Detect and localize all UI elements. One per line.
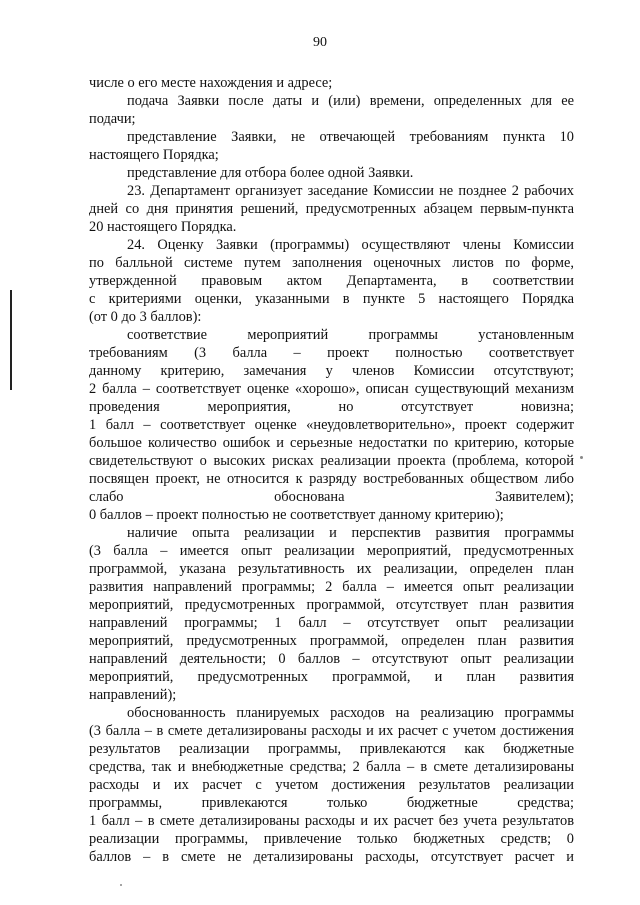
text-line: настоящего Порядка; <box>89 147 219 163</box>
text-line: реализации программы, привлечение только бюджетных средств; 0 <box>89 831 574 847</box>
text-line: свидетельствуют о высоких рисках реализации проекта (проблема, которой <box>89 453 574 469</box>
text-line: 1 балл – соответствует оценке «неудовлетворительно», проект содержит <box>89 417 574 433</box>
text-line: 24. Оценку Заявки (программы) осуществляют члены Комиссии <box>127 237 574 253</box>
text-line: представление для отбора более одной Заявки. <box>127 165 414 181</box>
text-line: (3 балла – в смете детализированы расходы и их расчет с учетом достижения <box>89 723 574 739</box>
text-line: большое количество ошибок и серьезные недостатки по критерию, которые <box>89 435 574 451</box>
text-line: программой, указана результативность их реализации, определен план <box>89 561 574 577</box>
text-line: 20 настоящего Порядка. <box>89 219 237 235</box>
text-line: программы, привлекаются только бюджетные средства; <box>89 795 574 811</box>
text-line: баллов – в смете не детализированы расходы, отсутствует расчет и <box>89 849 574 865</box>
text-line: направлений деятельности; 0 баллов – отсутствуют опыт реализации <box>89 651 574 667</box>
text-line: посвящен проект, не относится к разряду востребованных обществом либо <box>89 471 574 487</box>
document-body <box>89 74 574 866</box>
text-line: направлений); <box>89 687 177 703</box>
text-line: слабо обоснована Заявителем); <box>89 489 574 505</box>
text-line: расходы и их расчет с учетом достижения результатов реализации <box>89 777 574 793</box>
text-line: (3 балла – имеется опыт реализации мероприятий, предусмотренных <box>89 543 574 559</box>
text-line: 2 балла – соответствует оценке «хорошо», описан существующий механизм <box>89 381 574 397</box>
text-line: результатов реализации программы, привлекаются как бюджетные <box>89 741 574 757</box>
scan-edge-mark <box>10 290 12 390</box>
text-line: наличие опыта реализации и перспектив развития программы <box>127 525 574 541</box>
text-line: 23. Департамент организует заседание Комиссии не позднее 2 рабочих <box>127 183 574 199</box>
scan-speck <box>120 884 122 886</box>
text-line: 1 балл – в смете детализированы расходы и их расчет без учета результатов <box>89 813 574 829</box>
text-line: развития направлений программы; 2 балла – имеется опыт реализации <box>89 579 574 595</box>
text-line: подачи; <box>89 111 136 127</box>
text-line: 0 баллов – проект полностью не соответствует данному критерию); <box>89 507 504 523</box>
text-line: мероприятий, предусмотренных программой, отсутствует план развития <box>89 597 574 613</box>
text-line: средства, так и внебюджетные средства; 2 балла – в смете детализированы <box>89 759 574 775</box>
scan-speck <box>580 456 583 459</box>
text-line: подача Заявки после даты и (или) времени, определенных для ее <box>127 93 574 109</box>
text-line: мероприятий, предусмотренных программой, и план развития <box>89 669 574 685</box>
text-line: утвержденной правовым актом Департамента, в соответствии <box>89 273 574 289</box>
text-line: соответствие мероприятий программы установленным <box>127 327 574 343</box>
text-line: дней со дня принятия решений, предусмотренных абзацем первым-пункта <box>89 201 574 217</box>
page-number: 90 <box>313 35 327 50</box>
text-line: (от 0 до 3 баллов): <box>89 309 202 325</box>
text-line: обоснованность планируемых расходов на реализацию программы <box>127 705 574 721</box>
text-line: проведения мероприятия, но отсутствует новизна; <box>89 399 574 415</box>
text-line: мероприятий, предусмотренных программой, определен план развития <box>89 633 574 649</box>
text-line: данному критерию, замечания у членов Комиссии отсутствуют; <box>89 363 574 379</box>
text-line: с критериями оценки, указанными в пункте 5 настоящего Порядка <box>89 291 574 307</box>
text-line: направлений программы; 1 балл – отсутствует опыт реализации <box>89 615 574 631</box>
text-line: требованиям (3 балла – проект полностью соответствует <box>89 345 574 361</box>
text-line: по балльной системе путем заполнения оценочных листов по форме, <box>89 255 574 271</box>
text-line: числе о его месте нахождения и адресе; <box>89 75 333 91</box>
text-line: представление Заявки, не отвечающей требованиям пункта 10 <box>127 129 574 145</box>
